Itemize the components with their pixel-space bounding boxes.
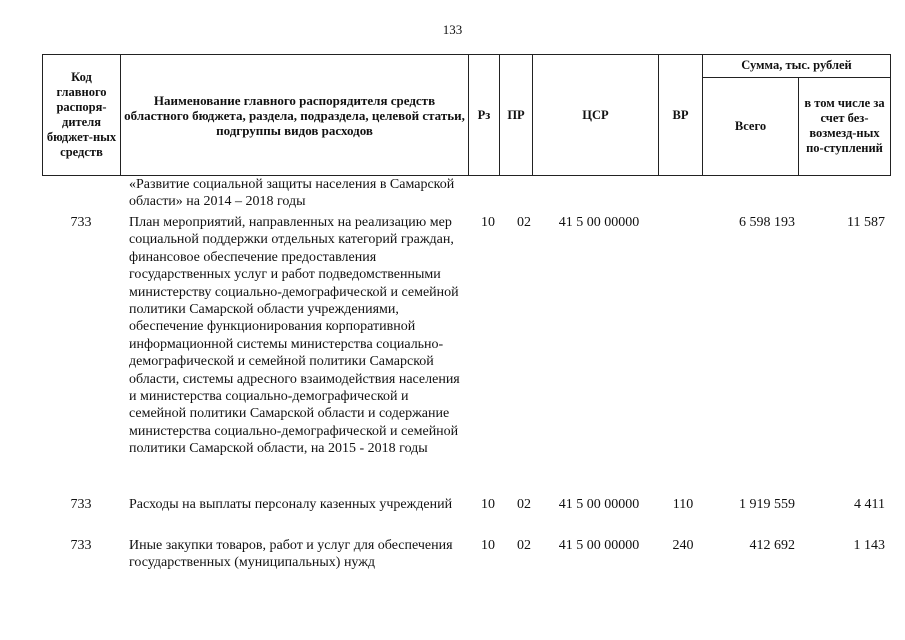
row-incl: 4 411: [854, 497, 885, 512]
table-header: [42, 54, 891, 176]
row-rz: 10: [481, 215, 495, 230]
header-total: Всего: [703, 77, 799, 175]
row-pr: 02: [517, 497, 531, 512]
page-number: 133: [442, 22, 463, 37]
row-code: 733: [70, 497, 92, 512]
row-vr: 240: [672, 538, 694, 553]
row-vr: 110: [672, 497, 694, 512]
row-total: 6 598 193: [739, 215, 795, 230]
row-code: 733: [70, 215, 92, 230]
row-name: План мероприятий, направленных на реализацию мер социальной поддержки отдельных категорий граждан, финансовое обеспечение предоставления государственных услуг и работ подведомственными министерству социально-демографической и семейной политики Самарской области учреждениями, обеспечение функционирования корпоративной информационной системы министерства социально-демографической и семейной политики Самарской области, системы адресного взаимодействия населения и министерства социально-демографической и семейной политики Самарской области и содержание министерства социально-демографической и семейной политики Самарской области, на 2015 - 2018 годы: [129, 215, 460, 457]
row-total: 412 692: [749, 538, 795, 553]
row-pr: 02: [517, 215, 531, 230]
header-name: Наименование главного распорядителя средств областного бюджета, раздела, подраздела, целевой статьи, подгруппы видов расходов: [121, 55, 469, 176]
row-name: «Развитие социальной защиты населения в Самарской области» на 2014 – 2018 годы: [129, 177, 455, 210]
row-total: 1 919 559: [739, 497, 795, 512]
header-rz: Рз: [469, 55, 500, 176]
row-csr: 41 5 00 00000: [558, 215, 640, 230]
row-name: Расходы на выплаты персоналу казенных учреждений: [129, 497, 453, 512]
row-rz: 10: [481, 497, 495, 512]
row-name: Иные закупки товаров, работ и услуг для обеспечения государственных (муниципальных) нужд: [129, 538, 453, 571]
row-csr: 41 5 00 00000: [558, 538, 640, 553]
header-vr: ВР: [659, 55, 703, 176]
header-csr: ЦСР: [533, 55, 659, 176]
header-incl: в том числе за счет без-возмезд-ных по-ступлений: [799, 77, 891, 175]
row-incl: 11 587: [847, 215, 885, 230]
row-csr: 41 5 00 00000: [558, 497, 640, 512]
header-pr: ПР: [500, 55, 533, 176]
row-pr: 02: [517, 538, 531, 553]
row-rz: 10: [481, 538, 495, 553]
header-code: Код главного распоря-дителя бюджет-ных средств: [43, 55, 121, 176]
header-sum: Сумма, тыс. рублей: [703, 55, 891, 78]
row-incl: 1 143: [853, 538, 885, 553]
row-code: 733: [70, 538, 92, 553]
